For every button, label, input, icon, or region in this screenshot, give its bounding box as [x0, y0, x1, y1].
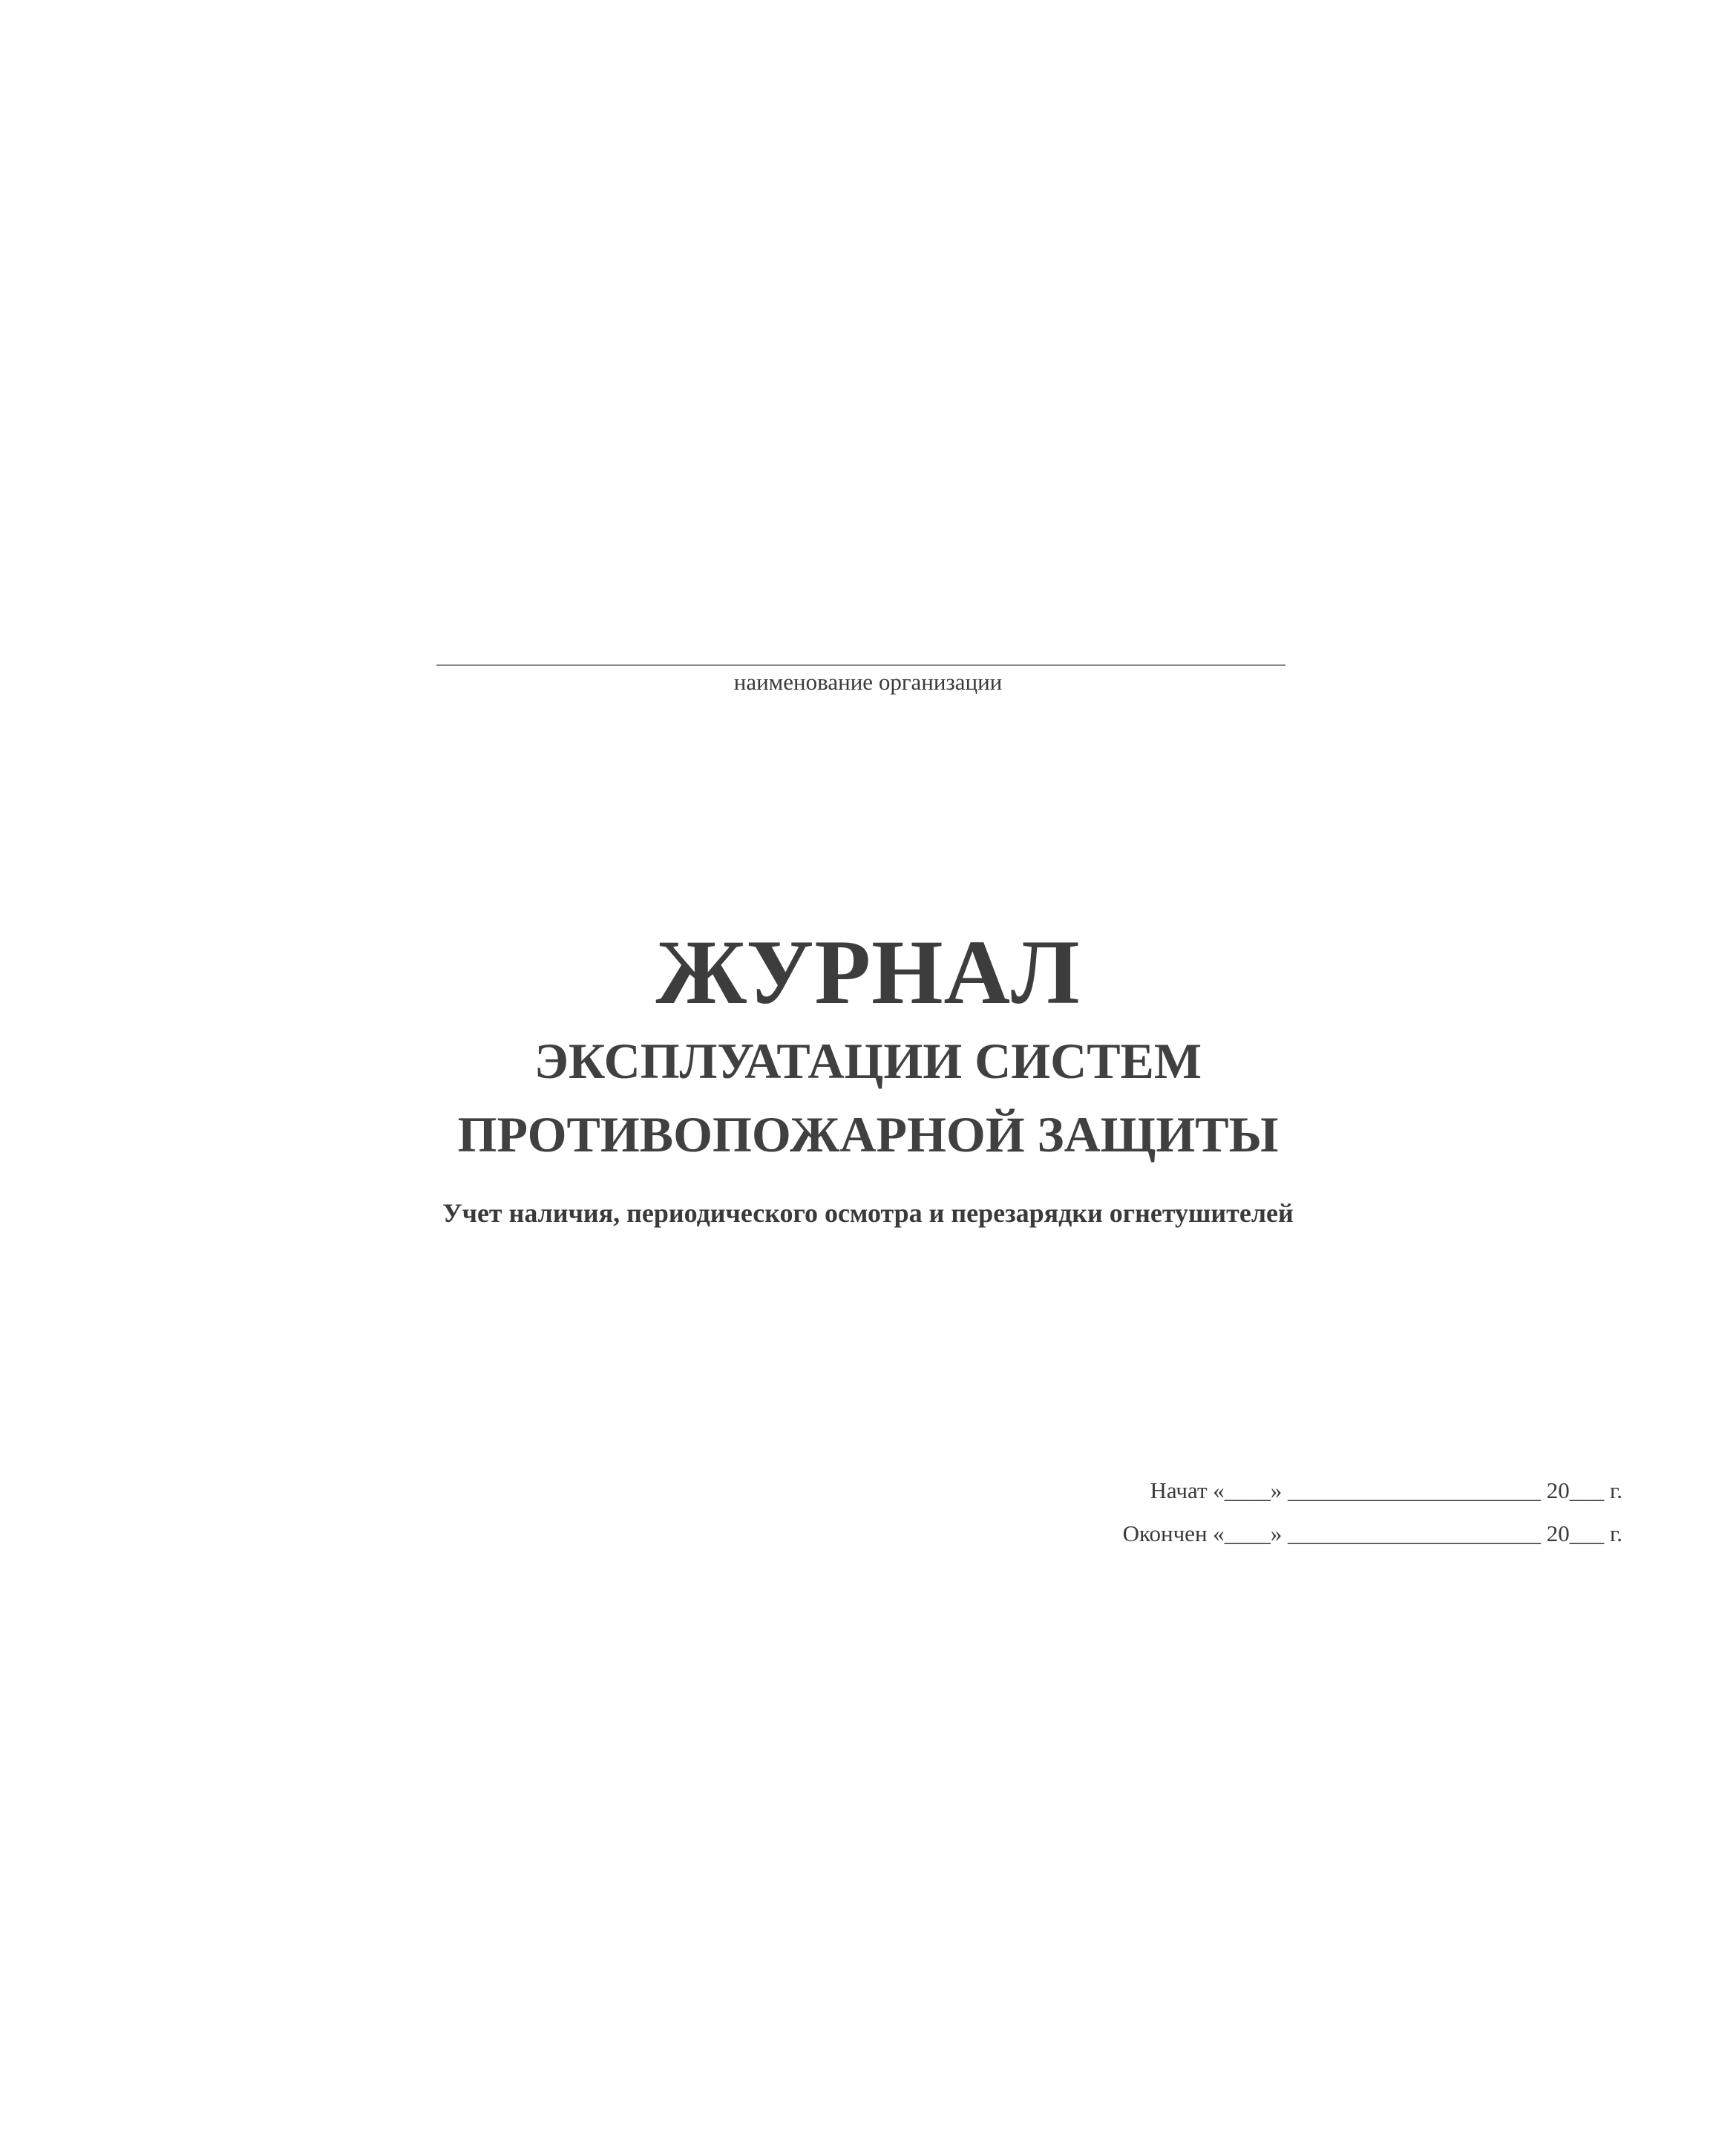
organization-caption: наименование организации [733, 669, 1003, 695]
journal-description: Учет наличия, периодического осмотра и перезарядки огнетушителей [442, 1198, 1294, 1228]
end-date-line: Окончен «____» ______________________ 20___ г. [1122, 1520, 1622, 1546]
journal-title: ЖУРНАЛ [655, 921, 1081, 1023]
journal-subtitle-line-1: ЭКСПЛУАТАЦИИ СИСТЕМ [534, 1033, 1202, 1089]
journal-subtitle-line-2: ПРОТИВОПОЖАРНОЙ ЗАЩИТЫ [457, 1106, 1279, 1163]
start-date-line: Начат «____» ______________________ 20___ г. [1150, 1477, 1622, 1503]
